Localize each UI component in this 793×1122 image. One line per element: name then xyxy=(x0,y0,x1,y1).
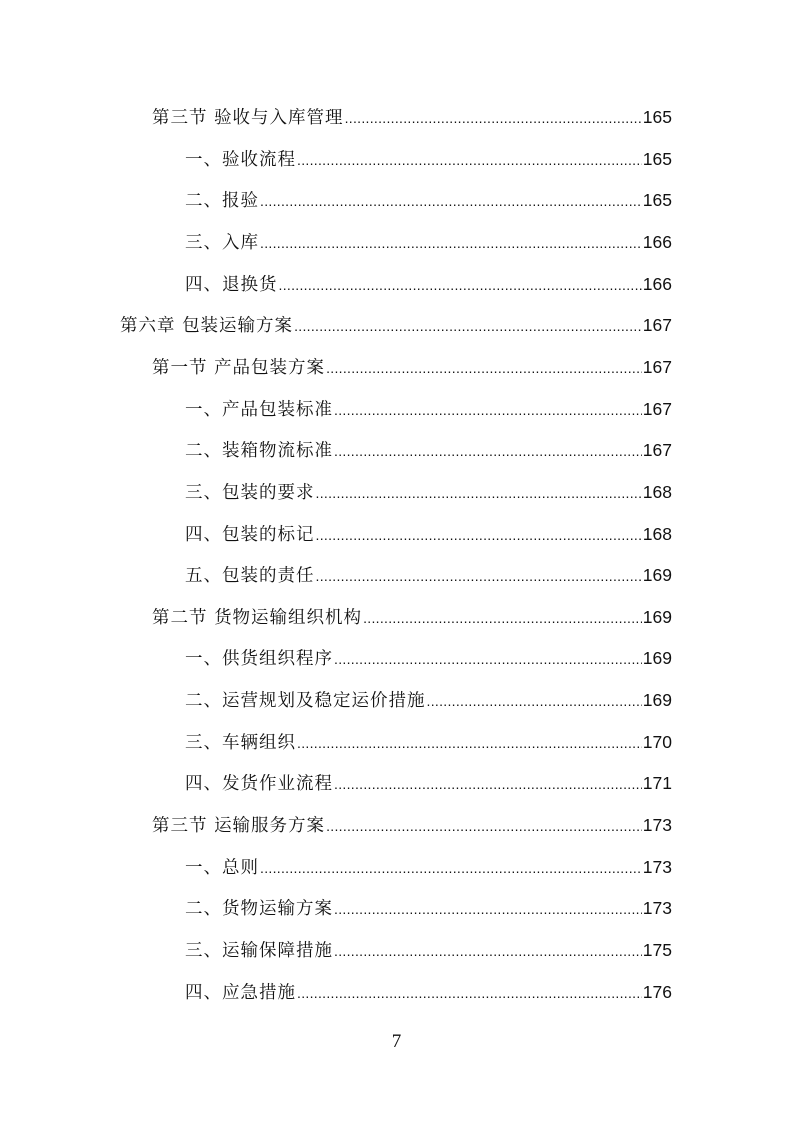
toc-item-entry[interactable] xyxy=(185,396,672,422)
toc-item-entry[interactable] xyxy=(185,187,672,213)
dot-leader xyxy=(334,646,642,672)
dot-leader xyxy=(326,813,642,839)
toc-entry-page: 165 xyxy=(642,107,672,127)
toc-entry-title: 三、入库 xyxy=(185,232,259,253)
toc-entry-title: 二、货物运输方案 xyxy=(185,899,333,920)
toc-entry-title: 二、装箱物流标准 xyxy=(185,441,333,462)
toc-item-entry[interactable] xyxy=(185,645,672,671)
toc-entry-title: 五、包装的责任 xyxy=(185,566,315,587)
toc-item-entry[interactable] xyxy=(185,146,672,172)
toc-item-entry[interactable] xyxy=(185,937,672,963)
dot-leader xyxy=(316,563,642,589)
toc-entry-title: 四、发货作业流程 xyxy=(185,774,333,795)
toc-entry-title: 第三节 验收与入库管理 xyxy=(152,108,344,128)
toc-entry-title: 三、包装的要求 xyxy=(185,482,315,503)
dot-leader xyxy=(316,522,642,548)
dot-leader xyxy=(363,605,642,631)
toc-entry-title: 第一节 产品包装方案 xyxy=(152,357,326,378)
toc-item-entry[interactable] xyxy=(185,895,672,921)
toc-entry-title: 二、报验 xyxy=(185,191,259,212)
toc-section-entry[interactable] xyxy=(152,104,672,130)
dot-leader xyxy=(427,688,642,714)
toc-entry-title: 二、运营规划及稳定运价措施 xyxy=(185,691,426,712)
toc-item-entry[interactable] xyxy=(185,437,672,463)
toc-entry-page: 176 xyxy=(642,981,672,1002)
toc-item-entry[interactable] xyxy=(185,521,672,547)
toc-entry-page: 168 xyxy=(642,481,672,502)
dot-leader xyxy=(316,480,642,506)
toc-item-entry[interactable] xyxy=(185,729,672,755)
dot-leader xyxy=(334,938,642,964)
toc-entry-page: 169 xyxy=(642,648,672,669)
toc-entry-title: 一、验收流程 xyxy=(185,149,296,170)
toc-entry-page: 171 xyxy=(642,773,672,794)
dot-leader xyxy=(294,313,642,339)
toc-entry-title: 四、退换货 xyxy=(185,274,278,295)
dot-leader xyxy=(297,980,642,1006)
toc-entry-page: 165 xyxy=(642,190,672,211)
toc-item-entry[interactable] xyxy=(185,271,672,297)
toc-entry-page: 173 xyxy=(642,898,672,919)
toc-entry-page: 166 xyxy=(642,231,672,252)
toc-entry-page: 166 xyxy=(642,273,672,294)
toc-entry-title: 三、运输保障措施 xyxy=(185,941,333,961)
toc-section-entry[interactable] xyxy=(152,354,672,380)
toc-item-entry[interactable] xyxy=(185,687,672,713)
toc-entry-page: 169 xyxy=(642,690,672,711)
toc-entry-title: 一、产品包装标准 xyxy=(185,399,333,420)
toc-entry-title: 第二节 货物运输组织机构 xyxy=(152,607,363,628)
dot-leader xyxy=(260,230,642,256)
toc-item-entry[interactable] xyxy=(185,979,672,1005)
toc-entry-title: 第三节 运输服务方案 xyxy=(152,816,326,837)
dot-leader xyxy=(260,855,642,881)
dot-leader xyxy=(326,355,642,381)
toc-entry-title: 第六章 包装运输方案 xyxy=(120,316,294,337)
toc-item-entry[interactable] xyxy=(185,854,672,880)
toc-entry-page: 165 xyxy=(642,148,672,169)
toc-item-entry[interactable] xyxy=(185,229,672,255)
toc-entry-page: 169 xyxy=(642,565,672,586)
dot-leader xyxy=(345,105,642,131)
toc-item-entry[interactable] xyxy=(185,562,672,588)
toc-entry-page: 167 xyxy=(642,356,672,377)
toc-entry-page: 175 xyxy=(642,940,672,960)
page-number: 7 xyxy=(391,1031,402,1052)
dot-leader xyxy=(334,397,642,423)
toc-entry-title: 一、供货组织程序 xyxy=(185,649,333,670)
toc-entry-page: 167 xyxy=(642,398,672,419)
toc-entry-page: 170 xyxy=(642,731,672,752)
toc-section-entry[interactable] xyxy=(152,812,672,838)
toc-entry-page: 169 xyxy=(642,606,672,627)
toc-entry-title: 一、总则 xyxy=(185,857,259,878)
dot-leader xyxy=(260,188,642,214)
toc-entry-page: 173 xyxy=(642,815,672,836)
toc-item-entry[interactable] xyxy=(185,479,672,505)
toc-entry-page: 167 xyxy=(642,315,672,336)
dot-leader xyxy=(334,438,642,464)
toc-item-entry[interactable] xyxy=(185,770,672,796)
toc-chapter-entry[interactable] xyxy=(120,312,672,338)
dot-leader xyxy=(334,896,642,922)
toc-entry-page: 173 xyxy=(642,856,672,877)
toc-entry-title: 四、包装的标记 xyxy=(185,524,315,545)
dot-leader xyxy=(297,730,642,756)
dot-leader xyxy=(279,272,642,298)
toc-entry-page: 167 xyxy=(642,440,672,461)
toc-section-entry[interactable] xyxy=(152,604,672,630)
dot-leader xyxy=(297,147,642,173)
toc-entry-title: 三、车辆组织 xyxy=(185,732,296,753)
toc-entry-page: 168 xyxy=(642,523,672,544)
toc-entry-title: 四、应急措施 xyxy=(185,982,296,1003)
dot-leader xyxy=(334,771,642,797)
